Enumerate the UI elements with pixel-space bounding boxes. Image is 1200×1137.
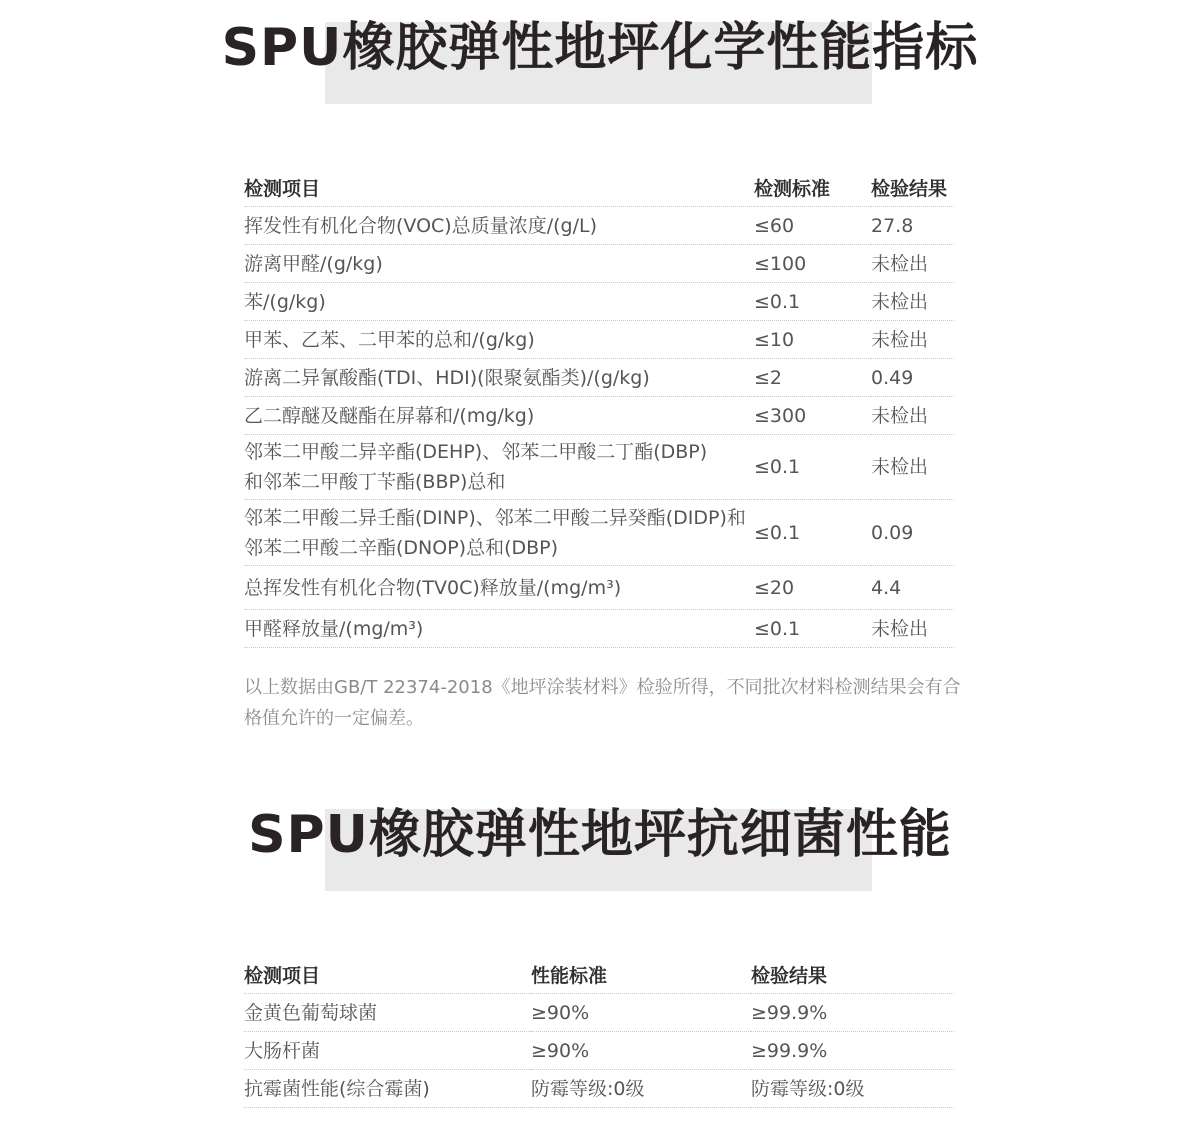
cell-result: 未检出: [871, 321, 954, 359]
section-title-antibacterial: SPU橡胶弹性地坪抗细菌性能: [248, 805, 952, 865]
cell-result: 未检出: [871, 610, 954, 648]
cell-standard: ≤100: [754, 245, 871, 283]
cell-result: 0.09: [871, 500, 954, 566]
cell-result: 防霉等级:0级: [751, 1070, 954, 1108]
chemical-performance-table: [244, 168, 954, 648]
table-row: [244, 435, 954, 500]
section-title-chemical: SPU橡胶弹性地坪化学性能指标: [221, 18, 979, 78]
table-row: [244, 610, 954, 648]
cell-item: 总挥发性有机化合物(TV0C)释放量/(mg/m³): [244, 566, 754, 610]
cell-standard: ≤300: [754, 397, 871, 435]
header-item: 检测项目: [244, 955, 531, 994]
cell-item: 邻苯二甲酸二异壬酯(DINP)、邻苯二甲酸二异癸酯(DIDP)和邻苯二甲酸二辛酯(DNOP)总和(DBP): [244, 500, 754, 566]
cell-result: 未检出: [871, 245, 954, 283]
table-row: [244, 500, 954, 566]
table-row: [244, 245, 954, 283]
cell-result: 未检出: [871, 397, 954, 435]
cell-standard: ≥90%: [531, 1032, 751, 1070]
table-row: [244, 566, 954, 610]
cell-result: 未检出: [871, 283, 954, 321]
cell-item: 甲醛释放量/(mg/m³): [244, 610, 754, 648]
cell-item: 挥发性有机化合物(VOC)总质量浓度/(g/L): [244, 207, 754, 245]
table-row: [244, 397, 954, 435]
cell-result: 未检出: [871, 435, 954, 500]
cell-item: 金黄色葡萄球菌: [244, 994, 531, 1032]
cell-standard: ≤0.1: [754, 500, 871, 566]
cell-standard: ≤20: [754, 566, 871, 610]
cell-item: 乙二醇醚及醚酯在屏幕和/(mg/kg): [244, 397, 754, 435]
cell-item: 游离二异氰酸酯(TDI、HDI)(限聚氨酯类)/(g/kg): [244, 359, 754, 397]
table-row: [244, 1070, 954, 1108]
footnote: 以上数据由GB/T 22374-2018《地坪涂装材料》检验所得，不同批次材料检测结果会有合格值允许的一定偏差。: [244, 677, 961, 729]
header-standard: 性能标准: [531, 955, 751, 994]
cell-item: 邻苯二甲酸二异辛酯(DEHP)、邻苯二甲酸二丁酯(DBP)和邻苯二甲酸丁苄酯(BBP)总和: [244, 435, 754, 500]
cell-item: 苯/(g/kg): [244, 283, 754, 321]
header-standard: 检测标准: [754, 168, 871, 207]
cell-standard: ≥90%: [531, 994, 751, 1032]
cell-result: 0.49: [871, 359, 954, 397]
table-row: [244, 321, 954, 359]
cell-standard: ≤60: [754, 207, 871, 245]
cell-result: 27.8: [871, 207, 954, 245]
table-row: [244, 207, 954, 245]
cell-result: ≥99.9%: [751, 994, 954, 1032]
cell-standard: ≤0.1: [754, 283, 871, 321]
table-row: [244, 1032, 954, 1070]
cell-result: 4.4: [871, 566, 954, 610]
cell-item: 大肠杆菌: [244, 1032, 531, 1070]
table-header-row: [244, 168, 954, 207]
antibacterial-table: [244, 955, 954, 1108]
cell-item: 游离甲醛/(g/kg): [244, 245, 754, 283]
header-result: 检验结果: [751, 955, 954, 994]
header-result: 检验结果: [871, 168, 954, 207]
table-header-row: [244, 955, 954, 994]
cell-standard: ≤10: [754, 321, 871, 359]
cell-item: 抗霉菌性能(综合霉菌): [244, 1070, 531, 1108]
table-row: [244, 359, 954, 397]
table-row: [244, 283, 954, 321]
cell-result: ≥99.9%: [751, 1032, 954, 1070]
cell-standard: ≤0.1: [754, 610, 871, 648]
cell-standard: ≤0.1: [754, 435, 871, 500]
table-row: [244, 994, 954, 1032]
header-item: 检测项目: [244, 168, 754, 207]
cell-standard: ≤2: [754, 359, 871, 397]
cell-item: 甲苯、乙苯、二甲苯的总和/(g/kg): [244, 321, 754, 359]
cell-standard: 防霉等级:0级: [531, 1070, 751, 1108]
